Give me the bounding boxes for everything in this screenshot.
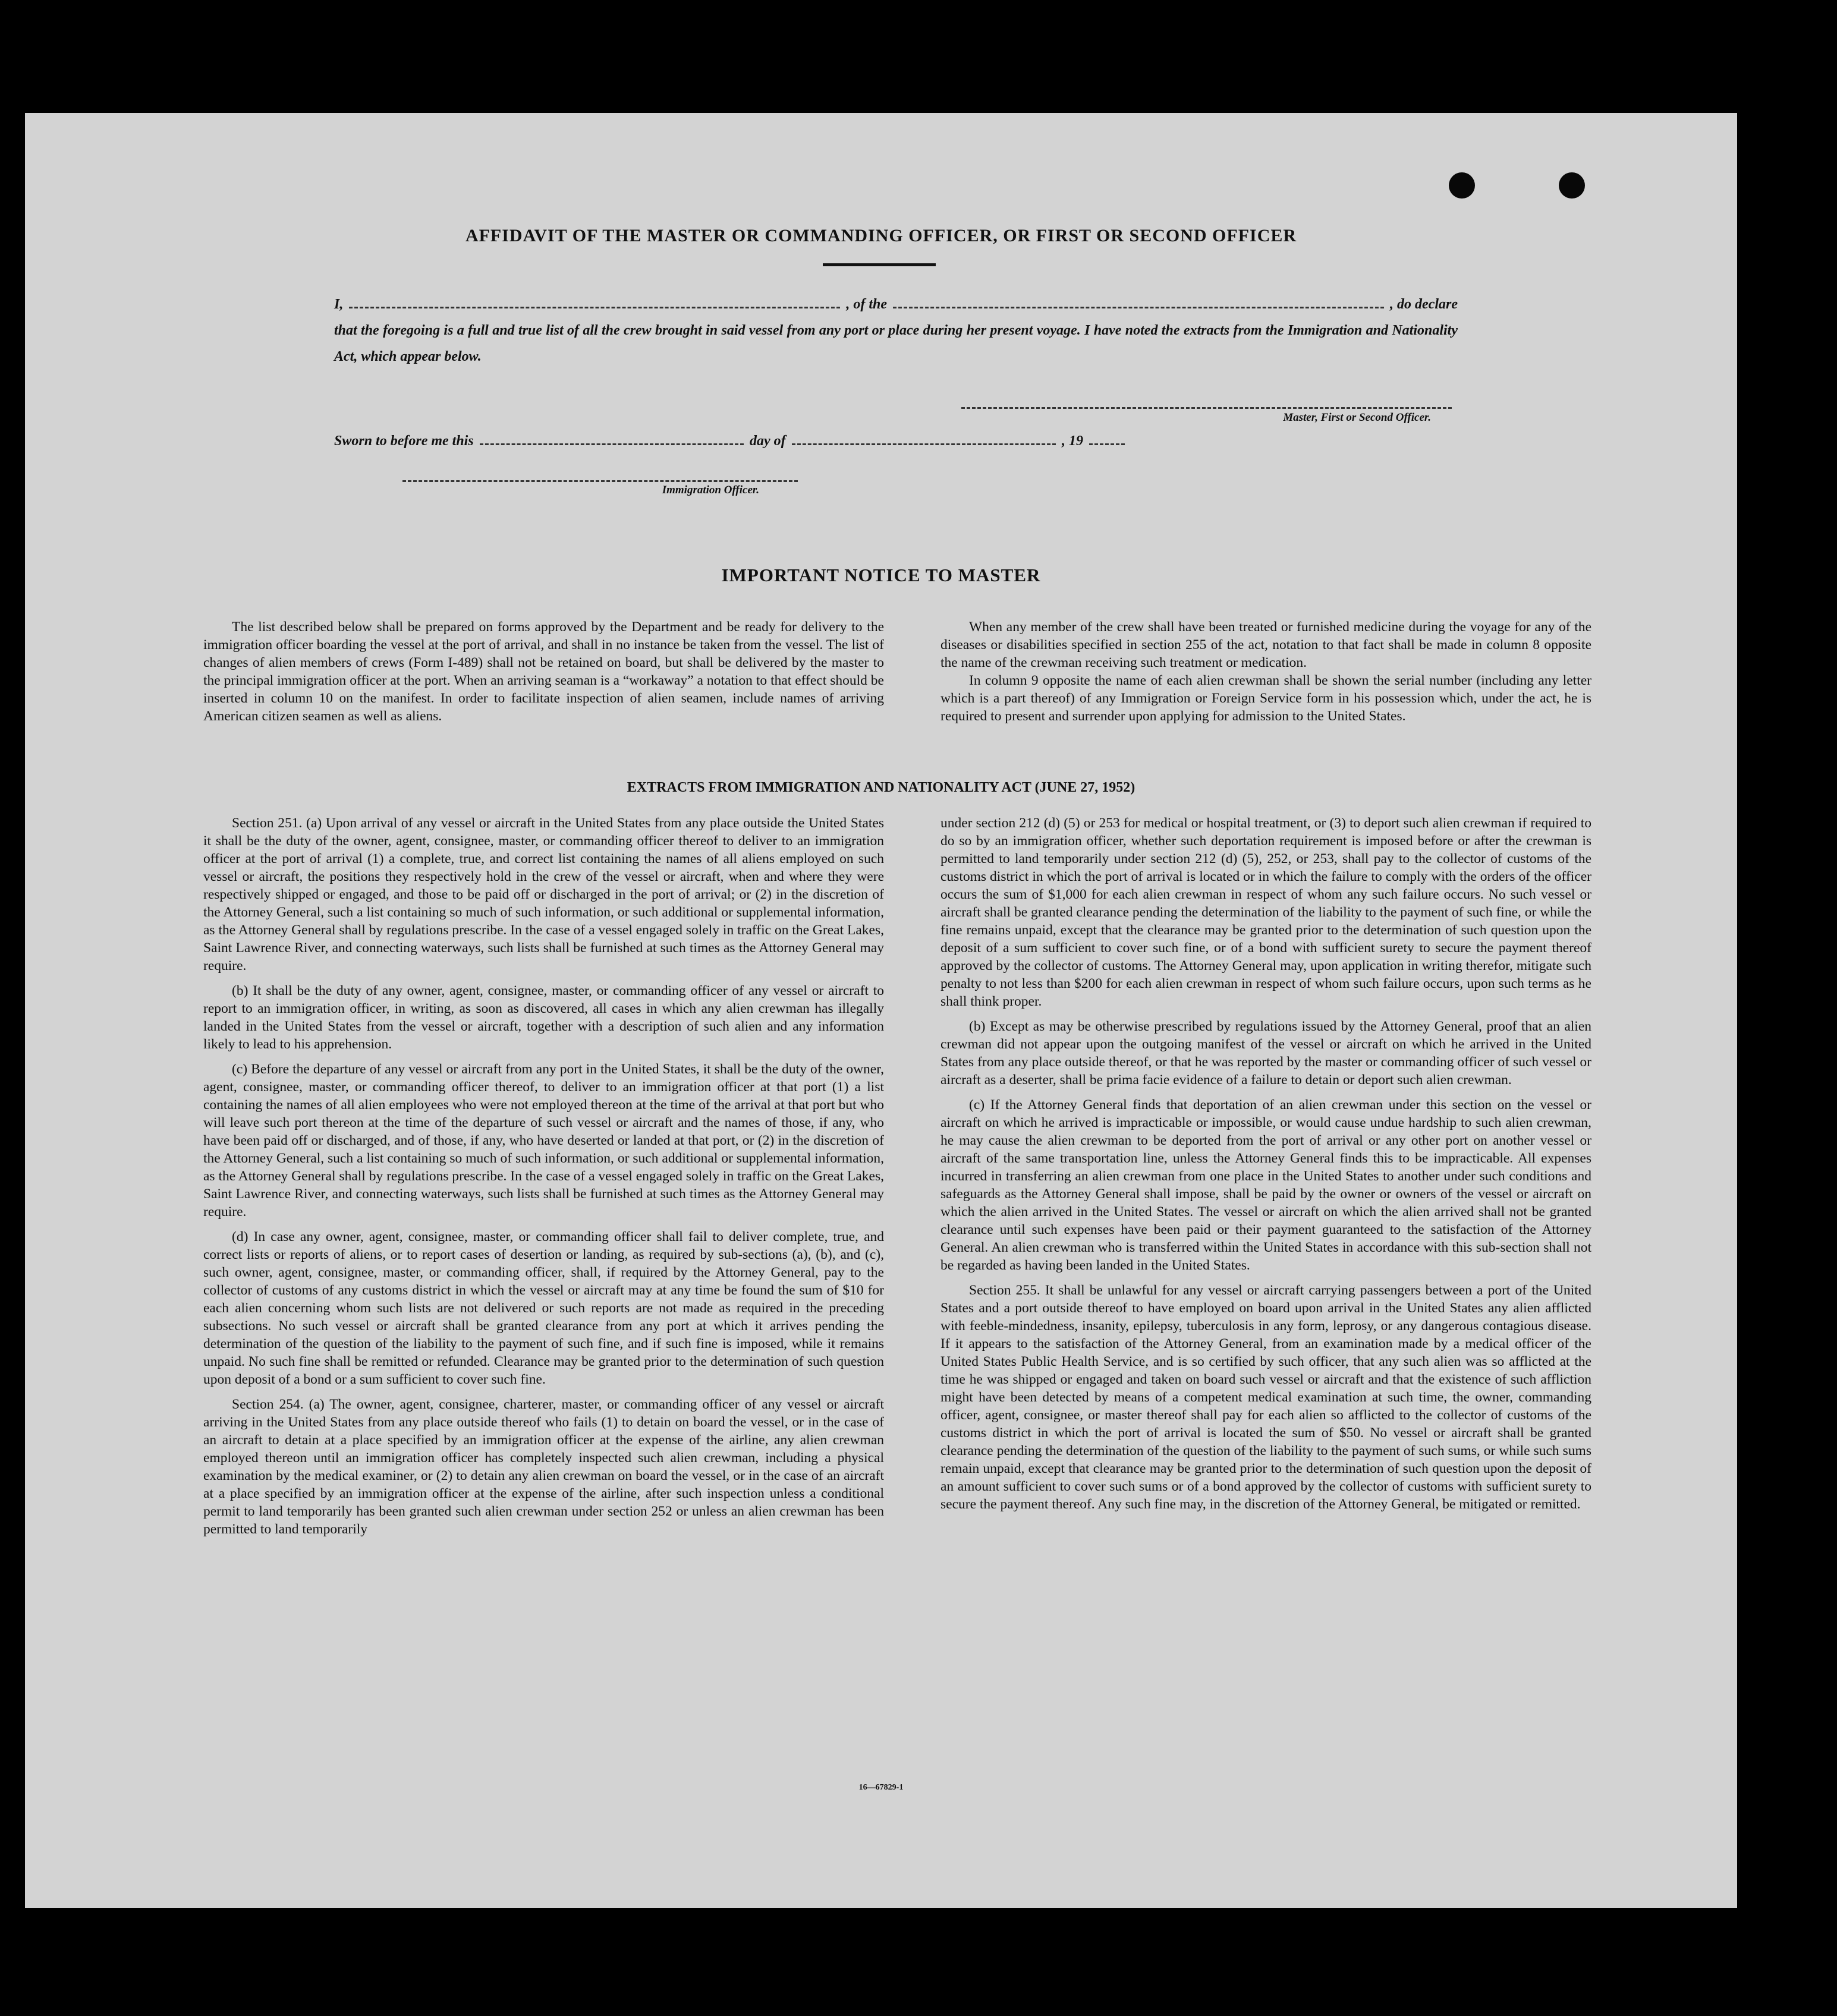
section-paragraph: Section 254. (a) The owner, agent, consignee, charterer, master, or commanding officer of any vessel or aircraft arriving in the United States from any place outside thereof who fails (1) to detain on board the vessel, or in the case of an aircraft to detain at a place specified by an immigration officer at the expense of the airline, any alien crewman employed thereon until an immigration officer has completely inspected such alien crewman, including a physical examination by the medical examiner, or (2) to detain any alien crewman on board the vessel, or in the case of an aircraft at a place specified by an immigration officer at the expense of the airline, after such inspection unless a conditional permit to land temporarily has been granted such alien crewman under section 252 or unless an alien crewman has been permitted to land temporarily: [203, 1397, 884, 1537]
officer-signature-label: Immigration Officer.: [662, 484, 759, 496]
notice-left-column: [203, 618, 884, 732]
declaration-do-declare: , do declare: [1390, 297, 1458, 312]
section-paragraph: under section 212 (d) (5) or 253 for medical or hospital treatment, or (3) to deport such alien crewman if required to do so by an immigration officer, whether such deportation requirement is imposed before or after the crewman is permitted to land temporarily under section 212 (d) (5), 252, or 253, shall pay to the collector of customs of the customs district in which the port of arrival is located or in which the failure to comply with the orders of the officer occurs the sum of $1,000 for each alien crewman in respect of whom any such failure occurs. No such vessel or aircraft shall be granted clearance pending the determination of the liability to the payment of such fine, or while the fine remains unpaid, except that the clearance may be granted prior to the determination of such question upon the deposit of a sum sufficient to cover such fine, or of a bond with sufficient surety to secure the payment thereof approved by the collector of customs. The Attorney General may, upon application in writing therefor, mitigate such penalty to not less than $200 for each alien crewman in respect of whom such failure occurs, upon such terms as he shall think proper.: [940, 815, 1591, 1009]
day-blank[interactable]: [480, 443, 744, 445]
sworn-text: Sworn to before me this: [334, 433, 474, 449]
officer-signature-line[interactable]: [402, 480, 798, 482]
form-number: 16—67829-1: [858, 1783, 904, 1792]
year-prefix: , 19: [1062, 433, 1084, 449]
title-rule: [823, 263, 936, 266]
notice-paragraph: When any member of the crew shall have been treated or furnished medicine during the voyage for any of the diseases or disabilities specified in section 255 of the act, notation to that fact shall be made in column 8 opposite the name of the crewman receiving such treatment or medication.: [940, 619, 1591, 670]
affidavit-declaration-line: [334, 291, 1458, 317]
section-paragraph: Section 255. It shall be unlawful for any vessel or aircraft carrying passengers between a port of the United States and a port outside thereof to have employed on board upon arrival in the United States any alien afflicted with feeble-mindedness, insanity, epilepsy, tuberculosis in any form, leprosy, or any dangerous contagious disease. If it appears to the satisfaction of the Attorney General, from an examination made by a medical officer of the United States Public Health Service, and is so certified by such officer, that any such alien was so afflicted at the time he was shipped or engaged and taken on board such vessel or aircraft and that the existence of such affliction might have been detected by means of a competent medical examination at such time, the owner, commanding officer, agent, consignee, or master thereof shall pay for each alien so afflicted to the collector of customs of the customs district in which the port of arrival is located the sum of $50. No vessel or aircraft shall be granted clearance pending the determination of the question of the liability to the payment of such sums, or while such sums remain unpaid, except that clearance may be granted prior to the determination of such question upon the deposit of an amount sufficient to cover such sums or of a bond approved by the collector of customs with sufficient surety to secure the payment thereof. Any such fine may, in the discretion of the Attorney General, be mitigated or remitted.: [940, 1283, 1591, 1512]
extracts-right-column: [940, 814, 1591, 1520]
affidavit-title: AFFIDAVIT OF THE MASTER OR COMMANDING OFFICER, OR FIRST OR SECOND OFFICER: [465, 226, 1297, 245]
punch-hole: [1559, 172, 1585, 199]
notice-paragraph: The list described below shall be prepared on forms approved by the Department and be ready for delivery to the immigration officer boarding the vessel at the port of arrival, and shall in no instance be taken from the vessel. The list of changes of alien members of crews (Form I-489) shall not be retained on board, but shall be delivered by the master to the principal immigration officer at the port. When an arriving seaman is a “workaway” a notation to that effect should be inserted in column 10 on the manifest. In order to facilitate inspection of alien seamen, include names of arriving American citizen seamen as well as aliens.: [203, 619, 884, 724]
extracts-left-column: [203, 814, 884, 1545]
declaration-of-the: , of the: [846, 297, 888, 312]
punch-hole: [1449, 172, 1475, 199]
day-of-text: day of: [750, 433, 786, 449]
month-blank[interactable]: [792, 443, 1056, 445]
section-paragraph: (b) Except as may be otherwise prescribed by regulations issued by the Attorney General, proof that an alien crewman did not appear upon the outgoing manifest of the vessel or aircraft on which he arrived in the United States from any place outside thereof, or that he was reported by the master or commanding officer of such vessel or aircraft as a deserter, shall be prima facie evidence of a failure to detain or deport such alien crewman.: [940, 1019, 1591, 1088]
year-blank[interactable]: [1089, 443, 1125, 445]
declaration-i: I,: [334, 297, 344, 312]
vessel-blank[interactable]: [893, 307, 1384, 308]
section-paragraph: (c) Before the departure of any vessel or aircraft from any port in the United States, it shall be the duty of the owner, agent, consignee, master, or commanding officer thereof, to deliver to an immigration officer at that port (1) a list containing the names of all alien employees who were not employed thereon at the time of the arrival at that port but who will leave such port thereon at the time of the departure of such vessel or aircraft and the names of those, if any, who have been paid off or discharged, and of those, if any, who have deserted or landed at that port, or (2) in the discretion of the Attorney General, such a list containing so much of such information, or such additional or supplemental information, as the Attorney General shall by regulations prescribe. In the case of a vessel engaged solely in traffic on the Great Lakes, Saint Lawrence River, and connecting waterways, such lists shall be furnished at such times as the Attorney General may require.: [203, 1061, 884, 1220]
master-signature-line[interactable]: [961, 407, 1452, 409]
notice-right-column: [940, 618, 1591, 732]
name-blank[interactable]: [349, 307, 840, 308]
section-paragraph: Section 251. (a) Upon arrival of any vessel or aircraft in the United States from any place outside the United States it shall be the duty of the owner, agent, consignee, master, or commanding officer thereof to deliver to an immigration officer at the port of arrival (1) a complete, true, and correct list containing the names of all aliens employed on such vessel or aircraft, the positions they respectively hold in the crew of the vessel or aircraft, when and where they were respectively shipped or engaged, and those to be paid off or discharged in the port of arrival; or (2) in the discretion of the Attorney General, such a list containing so much of such information, or such additional or supplemental information, as the Attorney General shall by regulations prescribe. In the case of a vessel engaged solely in traffic on the Great Lakes, Saint Lawrence River, and connecting waterways, such lists shall be furnished at such times as the Attorney General may require.: [203, 815, 884, 974]
sworn-line: [334, 428, 1131, 454]
master-signature-label: Master, First or Second Officer.: [1283, 411, 1431, 424]
section-paragraph: (d) In case any owner, agent, consignee, master, or commanding officer shall fail to deliver complete, true, and correct lists or reports of aliens, or to report cases of desertion or landing, as required by sub-sections (a), (b), and (c), such owner, agent, consignee, master, or commanding officer, shall, if required by the Attorney General, pay to the collector of customs of any customs district in which the vessel or aircraft may at any time be found the sum of $10 for each alien concerning whom such lists are not delivered or such reports are not made as required in the preceding subsections. No such vessel or aircraft shall be granted clearance from any port at which it arrives pending the determination of the question of the liability to the payment of such fine, and if such fine is imposed, while it remains unpaid. No such fine shall be remitted or refunded. Clearance may be granted prior to the determination of such question upon deposit of a bond or a sum sufficient to cover such fine.: [203, 1229, 884, 1387]
section-paragraph: (b) It shall be the duty of any owner, agent, consignee, master, or commanding officer of any vessel or aircraft to report to an immigration officer, in writing, as soon as discovered, all cases in which any alien crewman has illegally landed in the United States from the vessel or aircraft, together with a description of such alien and any information likely to lead to his apprehension.: [203, 983, 884, 1052]
affidavit-body: that the foregoing is a full and true list of all the crew brought in said vessel from any port or place during her present voyage. I have noted the extracts from the Immigration and Nationality Act, which appear below.: [334, 323, 1458, 364]
notice-title: IMPORTANT NOTICE TO MASTER: [721, 565, 1041, 585]
section-paragraph: (c) If the Attorney General finds that deportation of an alien crewman under this section on the vessel or aircraft on which he arrived is impracticable or impossible, or would cause undue hardship to such alien crewman, he may cause the alien crewman to be deported from the port of arrival or any other port on another vessel or aircraft of the same transportation line, unless the Attorney General finds this to be impracticable. All expenses incurred in transferring an alien crewman from one place in the United States to another under such conditions and safeguards as the Attorney General shall impose, shall be paid by the owner or owners of the vessel or aircraft on which the alien arrived in the United States. The vessel or aircraft on which the alien arrived shall not be granted clearance until such expenses have been paid or their payment guaranteed to the satisfaction of the Attorney General. An alien crewman who is transferred within the United States in accordance with this sub-section shall not be regarded as having been landed in the United States.: [940, 1097, 1591, 1273]
notice-paragraph: In column 9 opposite the name of each alien crewman shall be shown the serial number (including any letter which is a part thereof) of any Immigration or Foreign Service form in his possession which, under the act, he is required to present and surrender upon applying for admission to the United States.: [940, 673, 1591, 724]
extracts-title: EXTRACTS FROM IMMIGRATION AND NATIONALITY ACT (JUNE 27, 1952): [627, 780, 1135, 795]
document-page: [25, 113, 1737, 1908]
